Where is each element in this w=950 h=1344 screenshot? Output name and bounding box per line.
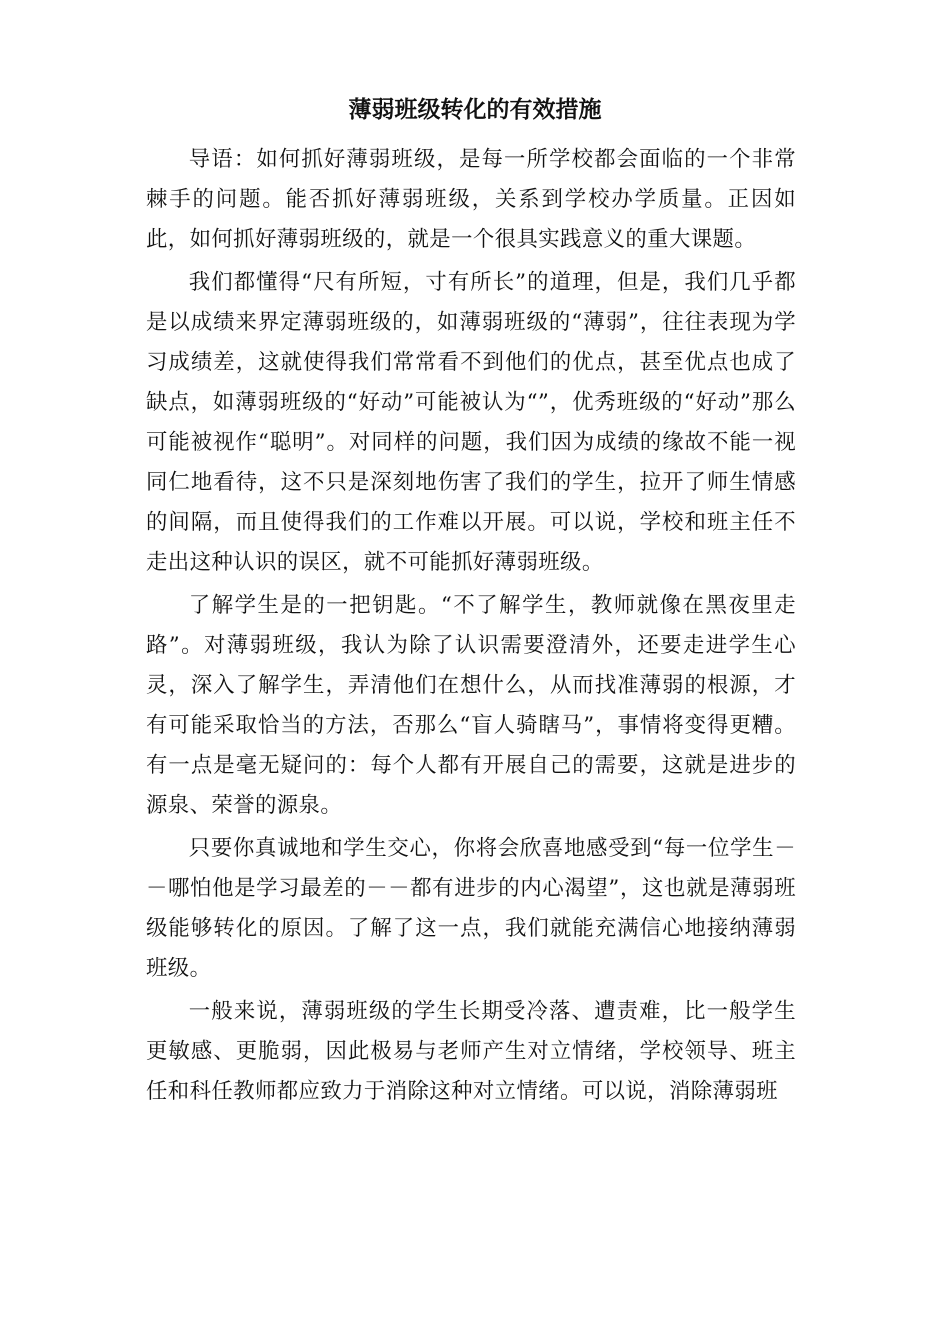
document-title: 薄弱班级转化的有效措施 — [348, 96, 602, 123]
paragraph-5: 一般来说，薄弱班级的学生长期受冷落、遭责难，比一般学生更敏感、更脆弱，因此极易与老师产生对立情绪，学校领导、班主任和科任教师都应致力于消除这种对立情绪。可以说，消除薄弱班 — [146, 999, 796, 1104]
paragraph-4: 只要你真诚地和学生交心，你将会欣喜地感受到“每一位学生－－哪怕他是学习最差的－－都有进步的内心渴望”，这也就是薄弱班级能够转化的原因。了解了这一点，我们就能充满信心地接纳薄弱班级。 — [146, 836, 796, 981]
paragraph-3: 了解学生是的一把钥匙。“不了解学生，教师就像在黑夜里走路”。对薄弱班级，我认为除了认识需要澄清外，还要走进学生心灵，深入了解学生，弄清他们在想什么，从而找准薄弱的根源，才有可能采取恰当的方法，否那么“盲人骑瞎马”，事情将变得更糟。有一点是毫无疑问的：每个人都有开展自己的需要，这就是进步的源泉、荣誉的源泉。 — [146, 593, 796, 818]
paragraph-intro: 导语：如何抓好薄弱班级，是每一所学校都会面临的一个非常棘手的问题。能否抓好薄弱班级，关系到学校办学质量。正因如此，如何抓好薄弱班级的，就是一个很具实践意义的重大课题。 — [146, 147, 796, 252]
document-body — [146, 140, 796, 1115]
paragraph-2: 我们都懂得“尺有所短，寸有所长”的道理，但是，我们几乎都是以成绩来界定薄弱班级的，如薄弱班级的“薄弱”，往往表现为学习成绩差，这就使得我们常常看不到他们的优点，甚至优点也成了缺点，如薄弱班级的“好动”可能被认为“”，优秀班级的“好动”那么可能被视作“聪明”。对同样的问题，我们因为成绩的缘故不能一视同仁地看待，这不只是深刻地伤害了我们的学生，拉开了师生情感的间隔，而且使得我们的工作难以开展。可以说，学校和班主任不走出这种认识的误区，就不可能抓好薄弱班级。 — [146, 270, 796, 575]
